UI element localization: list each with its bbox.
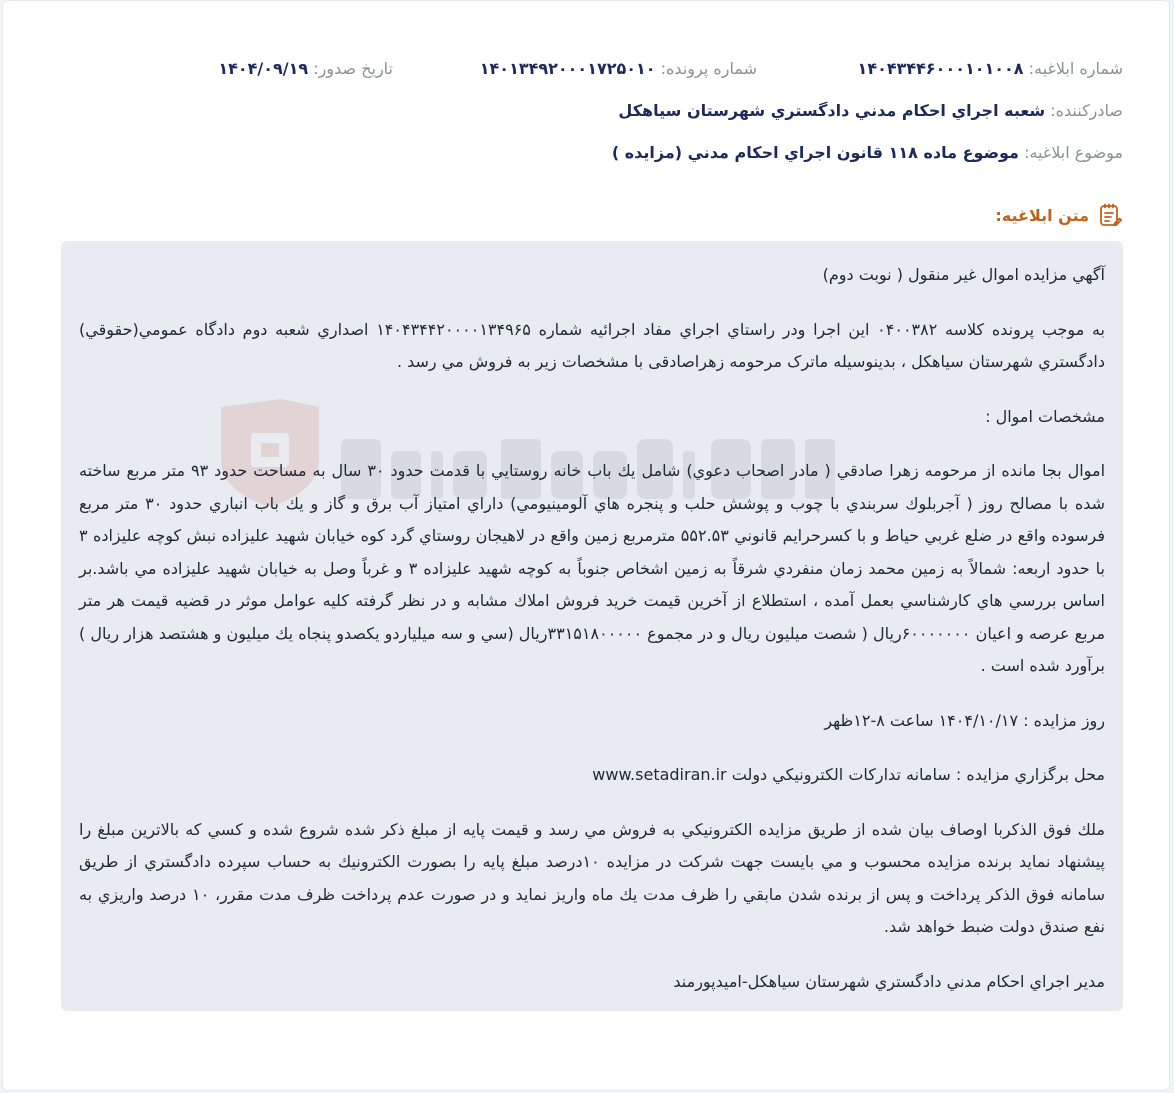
notice-body xyxy=(61,241,1123,1011)
subject-value: موضوع ماده ۱۱۸ قانون اجراي احكام مدني (مزايده ) xyxy=(611,143,1019,162)
issue-date-value: ۱۴۰۴/۰۹/۱۹ xyxy=(218,59,309,78)
subject-label: موضوع ابلاغیه: xyxy=(1024,143,1123,162)
meta-row-issuer xyxy=(49,100,1123,122)
meta-row-subject xyxy=(49,142,1123,164)
notice-body-text xyxy=(61,241,1123,998)
terms-paragraph: ملك فوق الذكربا اوصاف بيان شده از طريق مزايده الكترونيكي به فروش مي رسد و قيمت پايه از مبلغ ذكر شده شروع شده و كسي كه بالاترين مبلغ را پيشنهاد نمايد برنده مزايده محسوب و مي بايست جهت شركت در مزايده ۱۰درصد مبلغ پايه را بصورت الكترونيك به حساب سپرده دادگستري از طريق سامانه فوق الذكر پرداخت و پس از برنده شدن مابقي را ظرف مدت يك ماه واريز نمايد و در صورت عدم پرداخت ظرف مدت مقرر، ۱۰ درصد واريزي به نفع صندق دولت ضبط خواهد شد. xyxy=(79,819,1106,936)
issuer-label: صادرکننده: xyxy=(1050,101,1123,120)
section-header xyxy=(995,201,1123,229)
file-number-value: ۱۴۰۱۳۴۹۲۰۰۰۱۷۲۵۰۱۰ xyxy=(479,59,656,78)
specs-label: مشخصات اموال : xyxy=(985,406,1105,426)
section-title: متن ابلاغیه: xyxy=(995,205,1089,225)
document-text-icon xyxy=(1097,202,1123,228)
file-number xyxy=(480,58,757,80)
specs-paragraph: اموال بجا مانده از مرحومه زهرا صادقي ( مادر اصحاب دعوي) شامل يك باب خانه روستايي با قدمت حدود ۳۰ سال به مساحت حدود ۹۳ متر مربع ساخته شده با مصالح روز ( آجربلوك سربندي با چوب و پوشش حلب و پنجره هاي آلومينيومي) داراي امتياز آب برق و گاز و يك باب انباري حدود ۳۰ متر مربع فرسوده واقع در ضلع غربي حياط و با كسرحرايم قانوني ۵۵۲.۵۳ مترمربع زمين واقع در لاهيجان روستاي گرد كوه خيابان شهيد عليزاده نبش كوچه عليزاده ۳ با حدود اربعه: شمالاً به زمين محمد زمان منفردي شرقاً به زمين اشخاص جنوباً به كوچه شهيد عليزاده ۳ و غرباً وصل به خيابان شهيد عليزاده مي باشد.بر اساس بررسي هاي كارشناسي بعمل آمده ، استطلاع از آخرين قيمت خريد فروش املاك مشابه و در نظر گرفته كليه عوامل موثر در قضيه قيمت هر متر مربع عرصه و اعيان ۶۰۰۰۰۰۰۰ريال ( شصت ميليون ريال و در مجموع ۳۳۱۵۱۸۰۰۰۰۰ريال (سي و سه ميلياردو يكصدو پنجاه يك ميليون و هشتصد هزار ريال ) برآورد شده است . xyxy=(79,461,1106,675)
auction-place: محل برگزاري مزايده : سامانه تداركات الكترونيكي دولت www.setadiran.ir xyxy=(592,765,1105,784)
notice-card xyxy=(2,0,1170,1091)
notice-number-value: ۱۴۰۴۳۴۴۶۰۰۰۱۰۱۰۰۸ xyxy=(857,59,1024,78)
issue-date xyxy=(218,58,393,80)
signature: مدير اجراي احكام مدني دادگستري شهرستان سياهكل-اميدپورمند xyxy=(673,971,1105,991)
notice-number-label: شماره ابلاغیه: xyxy=(1028,59,1123,78)
issue-date-label: تاریخ صدور: xyxy=(313,59,393,78)
auction-day: روز مزايده : ۱۴۰۴/۱۰/۱۷ ساعت ۸-۱۲ظهر xyxy=(824,710,1105,730)
issuer-value: شعبه اجراي احكام مدني دادگستري شهرستان سياهكل xyxy=(618,101,1046,120)
notice-heading: آگهي مزايده اموال غير منقول ( نوبت دوم) xyxy=(822,265,1105,284)
notice-intro: به موجب پرونده كلاسه ۰۴۰۰۳۸۲ اين اجرا ودر راستاي اجراي مفاد اجرائيه شماره ۱۴۰۴۳۴۴۲۰۰۰۰۱۳۴۹۶۵ اصداري شعبه دوم دادگاه عمومي(حقوقي) دادگستري شهرستان سياهكل ، بدينوسيله ماترک مرحومه زهراصادقی با مشخصات زير به فروش مي رسد . xyxy=(79,319,1105,371)
file-number-label: شماره پرونده: xyxy=(660,59,757,78)
notice-number xyxy=(858,58,1123,80)
